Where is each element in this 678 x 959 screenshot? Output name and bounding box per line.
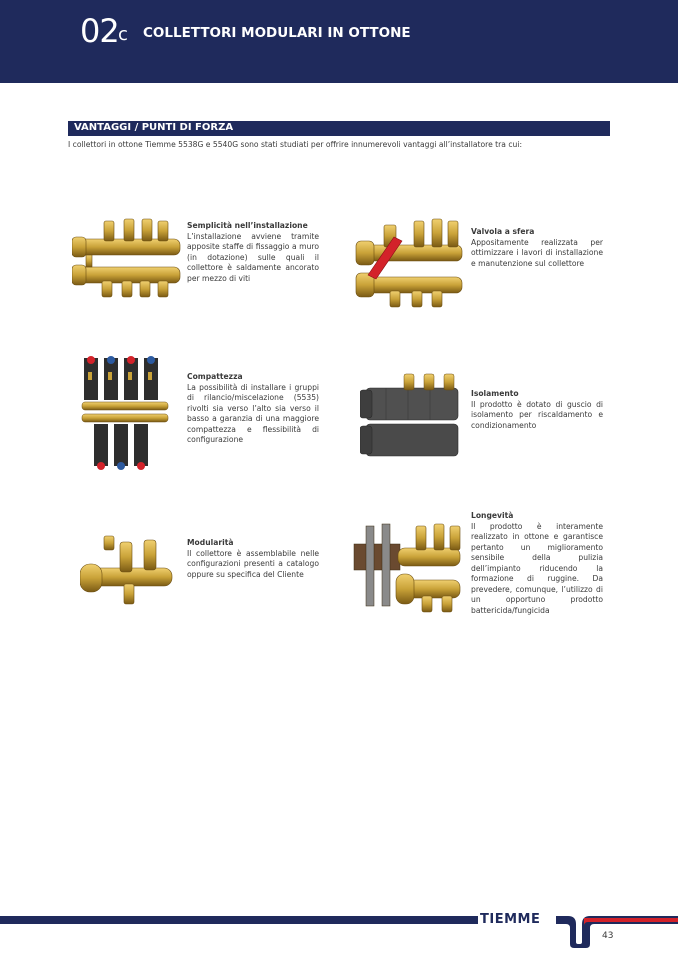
feature-body: L’installazione avviene tramite apposite staffe di fissaggio a muro (in dotazione) sulle quali il collettore è saldamente ancorato per mezzo di viti [187, 231, 319, 283]
feature-title: Isolamento [471, 389, 519, 398]
feature-body: Il collettore è assemblabile nelle configurazioni presenti a catalogo oppure su specifica del Cliente [187, 548, 319, 579]
section-heading-bar [68, 121, 610, 136]
feature-body: Il prodotto è interamente realizzato in ottone e garantisce pertanto un miglioramento sensibile della pulizia dell’impianto riducendo la formazione di ruggine. Da prevedere, comunque, l’utilizzo di un opportuno prodotto battericida/fungicida [471, 521, 603, 615]
page-header [0, 0, 678, 83]
section-title: VANTAGGI / PUNTI DI FORZA [74, 122, 234, 133]
feature-body: Il prodotto è dotato di guscio di isolamento per riscaldamento e condizionamento [471, 399, 603, 430]
feature-title: Semplicità nell’installazione [187, 221, 308, 230]
chapter-number: 02 [80, 12, 119, 50]
feature-body: Appositamente realizzata per ottimizzare i lavori di installazione e manutenzione sul collettore [471, 237, 603, 268]
brass-manifold-image [72, 215, 184, 303]
brand-name: TIEMME [480, 912, 541, 927]
pump-groups-image [80, 352, 172, 474]
feature-title: Modularità [187, 538, 234, 547]
chapter-title: COLLETTORI MODULARI IN OTTONE [143, 25, 411, 41]
feature-title: Longevità [471, 511, 514, 520]
brand-logo [478, 912, 556, 929]
page-number: 43 [602, 931, 614, 941]
feature-title: Compattezza [187, 372, 243, 381]
footer-stripe [0, 914, 678, 954]
insulated-manifold-image [360, 370, 466, 472]
modular-manifold-image [80, 532, 180, 610]
section-intro: I collettori in ottone Tiemme 5538G e 5540G sono stati studiati per offrire innumerevoli vantaggi all’installatore tra cui: [68, 140, 522, 149]
brass-manifold-bracket-image [352, 518, 466, 620]
ball-valve-manifold-image [354, 215, 466, 313]
feature-body: La possibilità di installare i gruppi di rilancio/miscelazione (5535) rivolti sia verso l’alto sia verso il basso a garanzia di una maggiore compattezza e flessibilità di configurazione [187, 382, 319, 444]
feature-title: Valvola a sfera [471, 227, 535, 236]
chapter-suffix: c [118, 24, 128, 45]
